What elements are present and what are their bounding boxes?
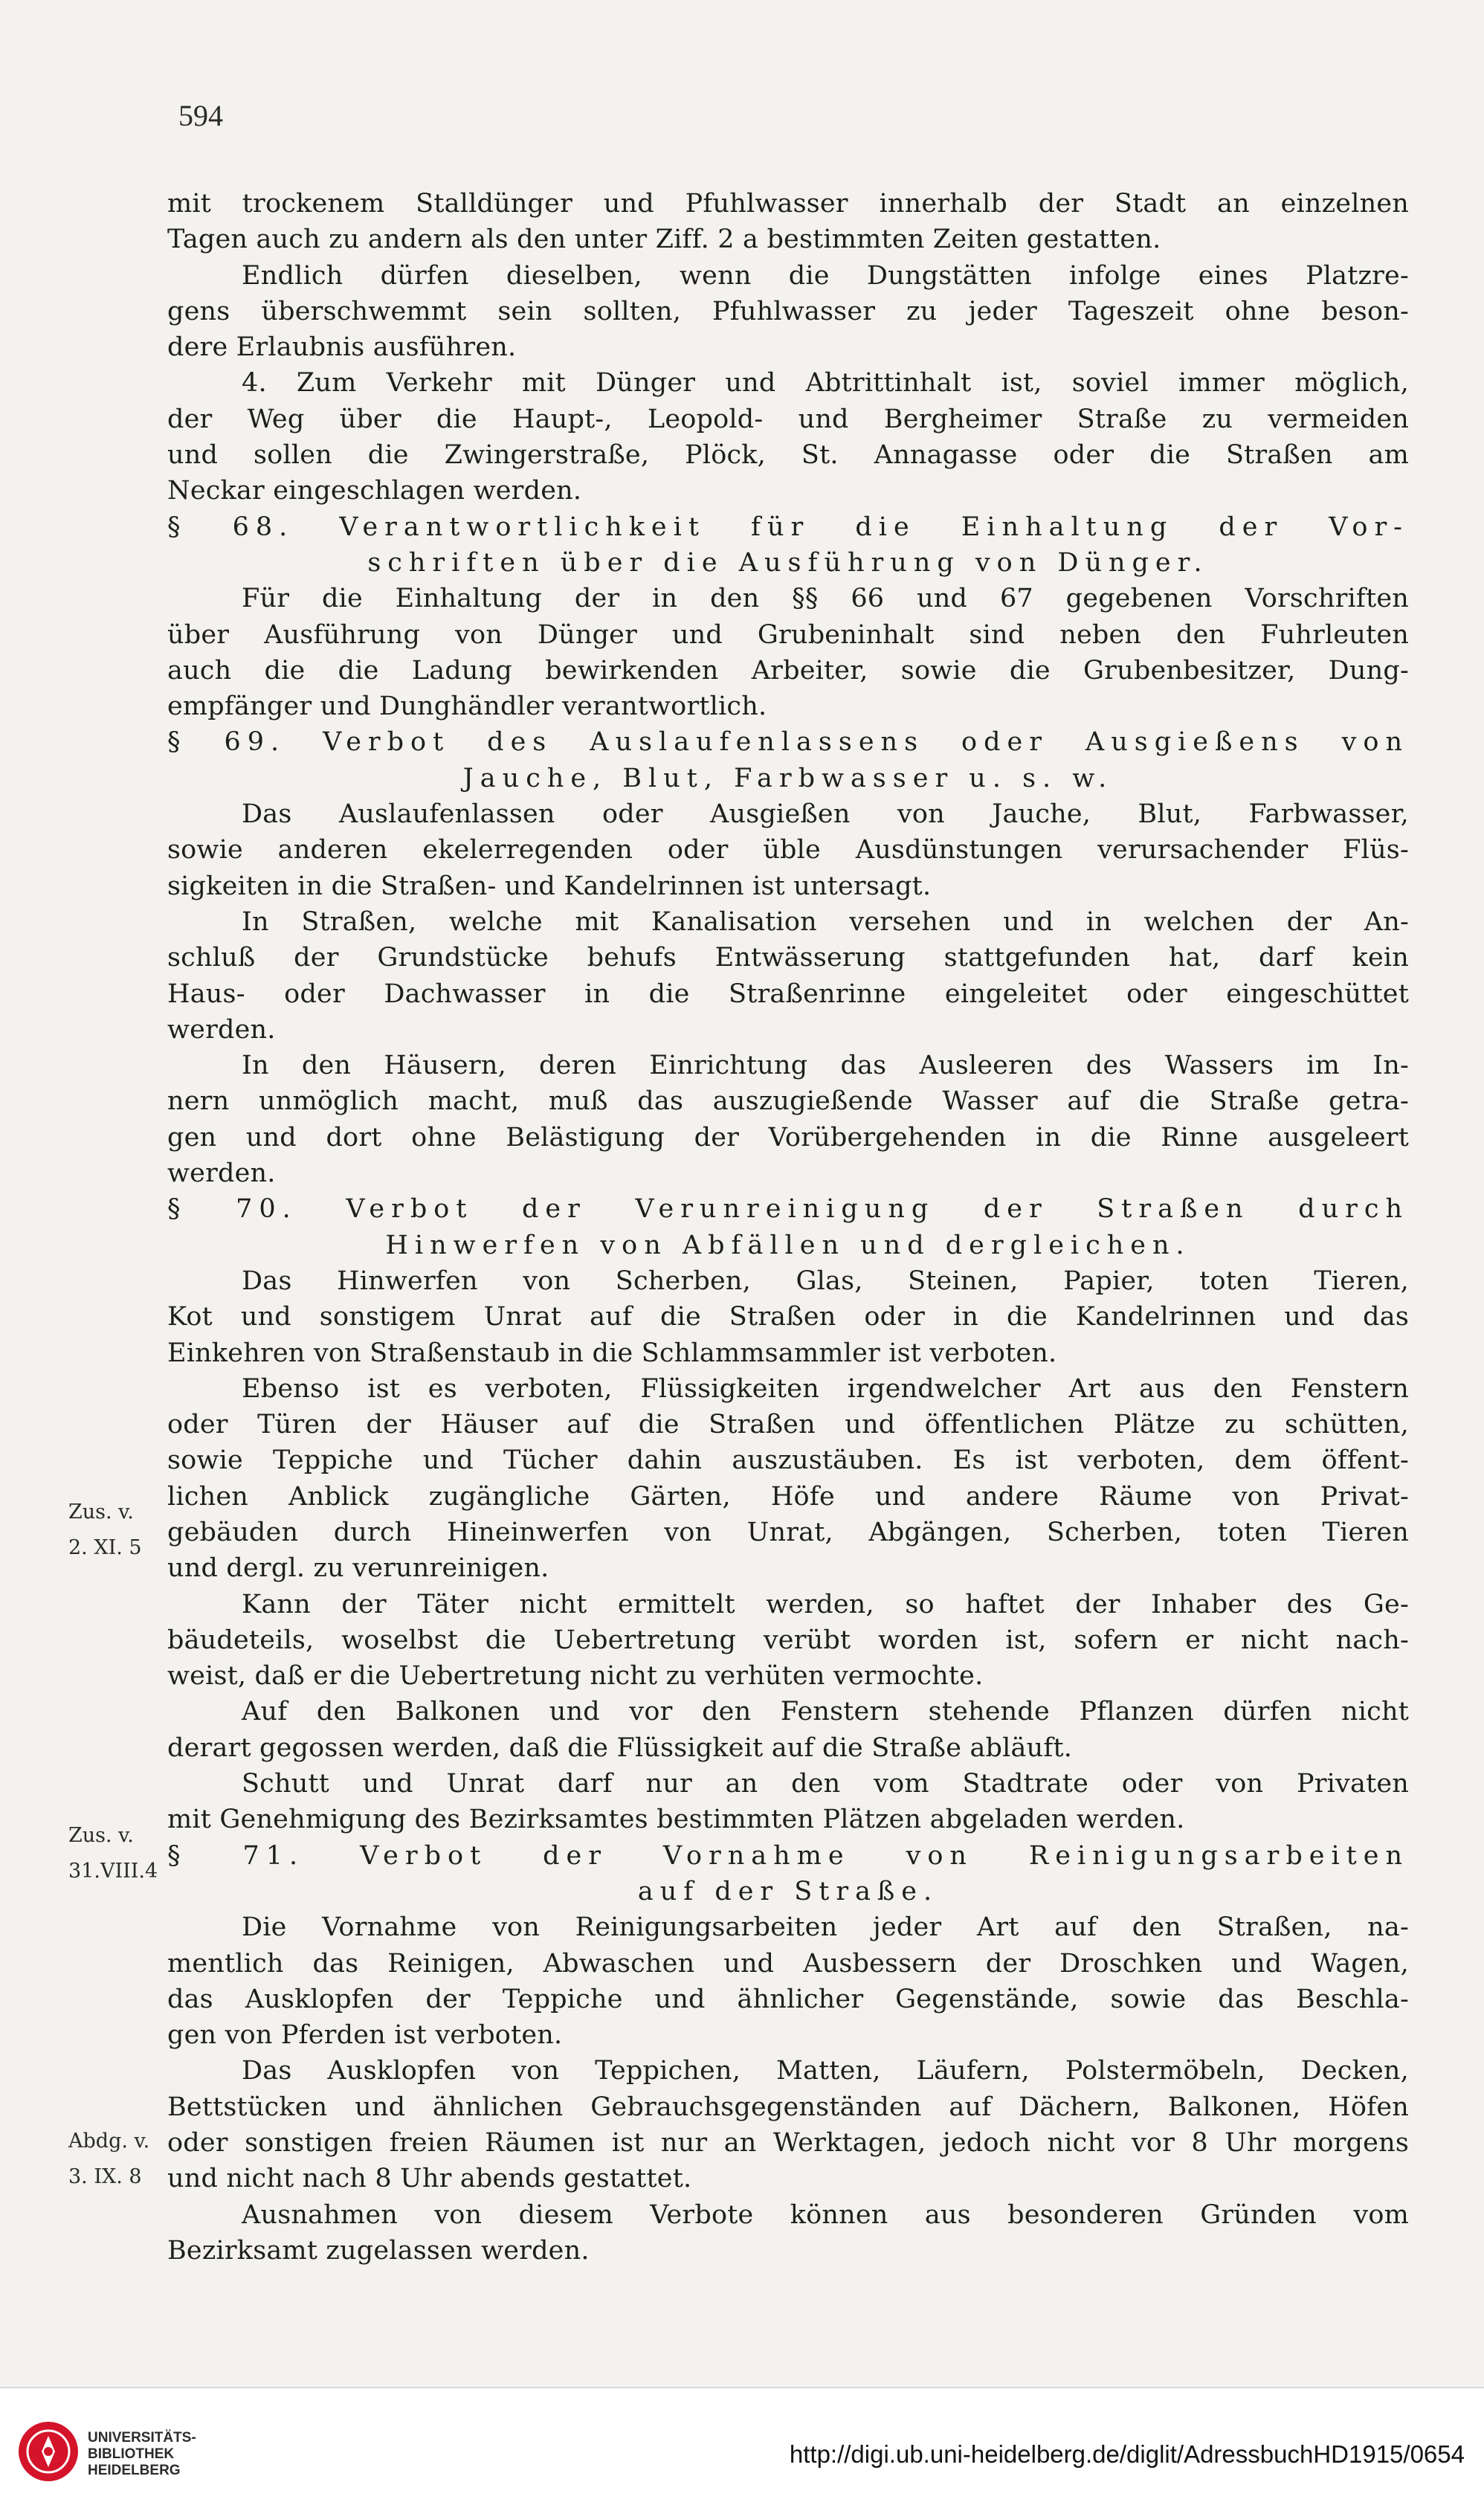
text-line: Das Ausklopfen von Teppichen, Matten, Läufern, Polstermöbeln, Decken,: [242, 2056, 1409, 2086]
section-heading-68-cont: schriften über die Ausführung von Dünger.: [367, 547, 1209, 578]
margin-note-line: 31.VIII.4: [68, 1860, 158, 1883]
text-line: das Ausklopfen der Teppiche und ähnlicher Gegenstände, sowie das Beschla-: [167, 1984, 1409, 2014]
text-line: bäudeteils, woselbst die Uebertretung verübt worden ist, sofern er nicht nach-: [167, 1625, 1409, 1655]
text-line: Bezirksamt zugelassen werden.: [167, 2235, 590, 2266]
text-line: über Ausführung von Dünger und Grubeninhalt sind neben den Fuhrleuten: [167, 619, 1409, 650]
text-line: mentlich das Reinigen, Abwaschen und Ausbessern der Droschken und Wagen,: [167, 1948, 1409, 1979]
section-heading-71-cont: auf der Straße.: [637, 1876, 939, 1906]
text-line: der Weg über die Haupt-, Leopold- und Bergheimer Straße zu vermeiden: [167, 404, 1409, 434]
library-name-line: HEIDELBERG: [88, 2463, 181, 2478]
text-line: Endlich dürfen dieselben, wenn die Dungstätten infolge eines Platzre-: [242, 260, 1409, 291]
section-heading-68: § 68. Verantwortlichkeit für die Einhaltung der Vor-: [167, 512, 1409, 542]
text-line: Haus- oder Dachwasser in die Straßenrinne eingeleitet oder eingeschüttet: [167, 979, 1409, 1009]
text-line: Einkehren von Straßenstaub in die Schlammsammler ist verboten.: [167, 1338, 1057, 1368]
margin-note: [68, 1495, 165, 1566]
text-line: oder sonstigen freien Räumen ist nur an Werktagen, jedoch nicht vor 8 Uhr morgens: [167, 2128, 1409, 2159]
text-line: Die Vornahme von Reinigungsarbeiten jeder Art auf den Straßen, na-: [242, 1912, 1409, 1943]
text-line: Neckar eingeschlagen werden.: [167, 476, 582, 506]
margin-note: [68, 2124, 165, 2195]
margin-note-line: 3. IX. 8: [68, 2165, 142, 2188]
library-name: [88, 2430, 196, 2479]
text-line: Auf den Balkonen und vor den Fenstern stehende Pflanzen dürfen nicht: [242, 1697, 1409, 1727]
source-url-link[interactable]: http://digi.ub.uni-heidelberg.de/diglit/AdressbuchHD1915/0654: [789, 2440, 1465, 2468]
text-line: und sollen die Zwingerstraße, Plöck, St. Annagasse oder die Straßen am: [167, 440, 1409, 471]
text-line: oder Türen der Häuser auf die Straßen und öffentlichen Plätze zu schütten,: [167, 1410, 1409, 1440]
text-line: gen und dort ohne Belästigung der Vorübergehenden in die Rinne ausgeleert: [167, 1122, 1409, 1153]
text-line: mit Genehmigung des Bezirksamtes bestimmten Plätzen abgeladen werden.: [167, 1805, 1185, 1835]
margin-note-line: 2. XI. 5: [68, 1536, 142, 1559]
section-heading-70: § 70. Verbot der Verunreinigung der Straßen durch: [167, 1194, 1409, 1225]
text-line: Für die Einhaltung der in den §§ 66 und 67 gegebenen Vorschriften: [242, 584, 1409, 614]
text-line: Ausnahmen von diesem Verbote können aus besonderen Gründen vom: [242, 2199, 1409, 2230]
text-line: werden.: [167, 1014, 276, 1045]
library-name-line: BIBLIOTHEK: [88, 2446, 175, 2462]
text-line: mit trockenem Stalldünger und Pfuhlwasser innerhalb der Stadt an einzelnen: [167, 189, 1409, 219]
text-line: gens überschwemmt sein sollten, Pfuhlwasser zu jeder Tageszeit ohne beson-: [167, 296, 1409, 326]
margin-note-line: Abdg. v.: [68, 2130, 150, 2153]
text-line: sowie Teppiche und Tücher dahin auszustäuben. Es ist verboten, dem öffent-: [167, 1445, 1409, 1476]
text-line: In Straßen, welche mit Kanalisation versehen und in welchen der An-: [242, 906, 1409, 937]
section-heading-69-cont: Jauche, Blut, Farbwasser u. s. w.: [462, 763, 1114, 793]
text-line: Kann der Täter nicht ermittelt werden, so haftet der Inhaber des Ge-: [242, 1589, 1409, 1619]
text-line: 4. Zum Verkehr mit Dünger und Abtrittinhalt ist, soviel immer möglich,: [242, 368, 1409, 399]
library-name-line: UNIVERSITÄTS-: [88, 2430, 196, 2446]
text-line: sowie anderen ekelerregenden oder üble Ausdünstungen verursachender Flüs-: [167, 835, 1409, 865]
section-heading-70-cont: Hinwerfen von Abfällen und dergleichen.: [385, 1230, 1191, 1260]
text-line: nern unmöglich macht, muß das auszugießende Wasser auf die Straße getra-: [167, 1086, 1409, 1117]
text-line: Ebenso ist es verboten, Flüssigkeiten irgendwelcher Art aus den Fenstern: [242, 1373, 1409, 1404]
margin-note: [68, 1818, 165, 1889]
page-number: 594: [178, 99, 223, 132]
text-line: Bettstücken und ähnlichen Gebrauchsgegenständen auf Dächern, Balkonen, Höfen: [167, 2092, 1409, 2122]
text-line: schluß der Grundstücke behufs Entwässerung stattgefunden hat, darf kein: [167, 943, 1409, 973]
viewer-footer: [0, 2387, 1484, 2508]
text-line: Schutt und Unrat darf nur an den vom Stadtrate oder von Privaten: [242, 1769, 1409, 1799]
university-seal-icon: [16, 2420, 80, 2483]
text-line: empfänger und Dunghändler verantwortlich.: [167, 692, 767, 722]
margin-note-line: Zus. v.: [68, 1500, 134, 1524]
section-heading-69: § 69. Verbot des Auslaufenlassens oder Ausgießens von: [167, 727, 1409, 758]
text-line: werden.: [167, 1158, 276, 1189]
margin-note-line: Zus. v.: [68, 1824, 134, 1847]
text-line: und nicht nach 8 Uhr abends gestattet.: [167, 2164, 692, 2194]
text-line: weist, daß er die Uebertretung nicht zu verhüten vermochte.: [167, 1661, 984, 1692]
text-line: Tagen auch zu andern als den unter Ziff. 2 a bestimmten Zeiten gestatten.: [167, 225, 1161, 255]
body-text: [167, 186, 1409, 2269]
text-line: gebäuden durch Hineinwerfen von Unrat, Abgängen, Scherben, toten Tieren: [167, 1517, 1409, 1547]
text-line: Das Hinwerfen von Scherben, Glas, Steinen, Papier, toten Tieren,: [242, 1266, 1409, 1296]
text-line: dere Erlaubnis ausführen.: [167, 332, 517, 363]
text-line: Kot und sonstigem Unrat auf die Straßen oder in die Kandelrinnen und das: [167, 1302, 1409, 1332]
text-line: sigkeiten in die Straßen- und Kandelrinnen ist untersagt.: [167, 871, 932, 901]
text-line: Das Auslaufenlassen oder Ausgießen von Jauche, Blut, Farbwasser,: [242, 799, 1409, 830]
text-line: gen von Pferden ist verboten.: [167, 2020, 563, 2051]
text-line: derart gegossen werden, daß die Flüssigkeit auf die Straße abläuft.: [167, 1732, 1073, 1763]
section-heading-71: § 71. Verbot der Vornahme von Reinigungsarbeiten: [167, 1840, 1409, 1871]
text-line: lichen Anblick zugängliche Gärten, Höfe und andere Räume von Privat-: [167, 1481, 1409, 1512]
text-line: und dergl. zu verunreinigen.: [167, 1553, 549, 1584]
text-line: auch die die Ladung bewirkenden Arbeiter, sowie die Grubenbesitzer, Dung-: [167, 655, 1409, 686]
text-line: In den Häusern, deren Einrichtung das Ausleeren des Wassers im In-: [242, 1051, 1409, 1081]
